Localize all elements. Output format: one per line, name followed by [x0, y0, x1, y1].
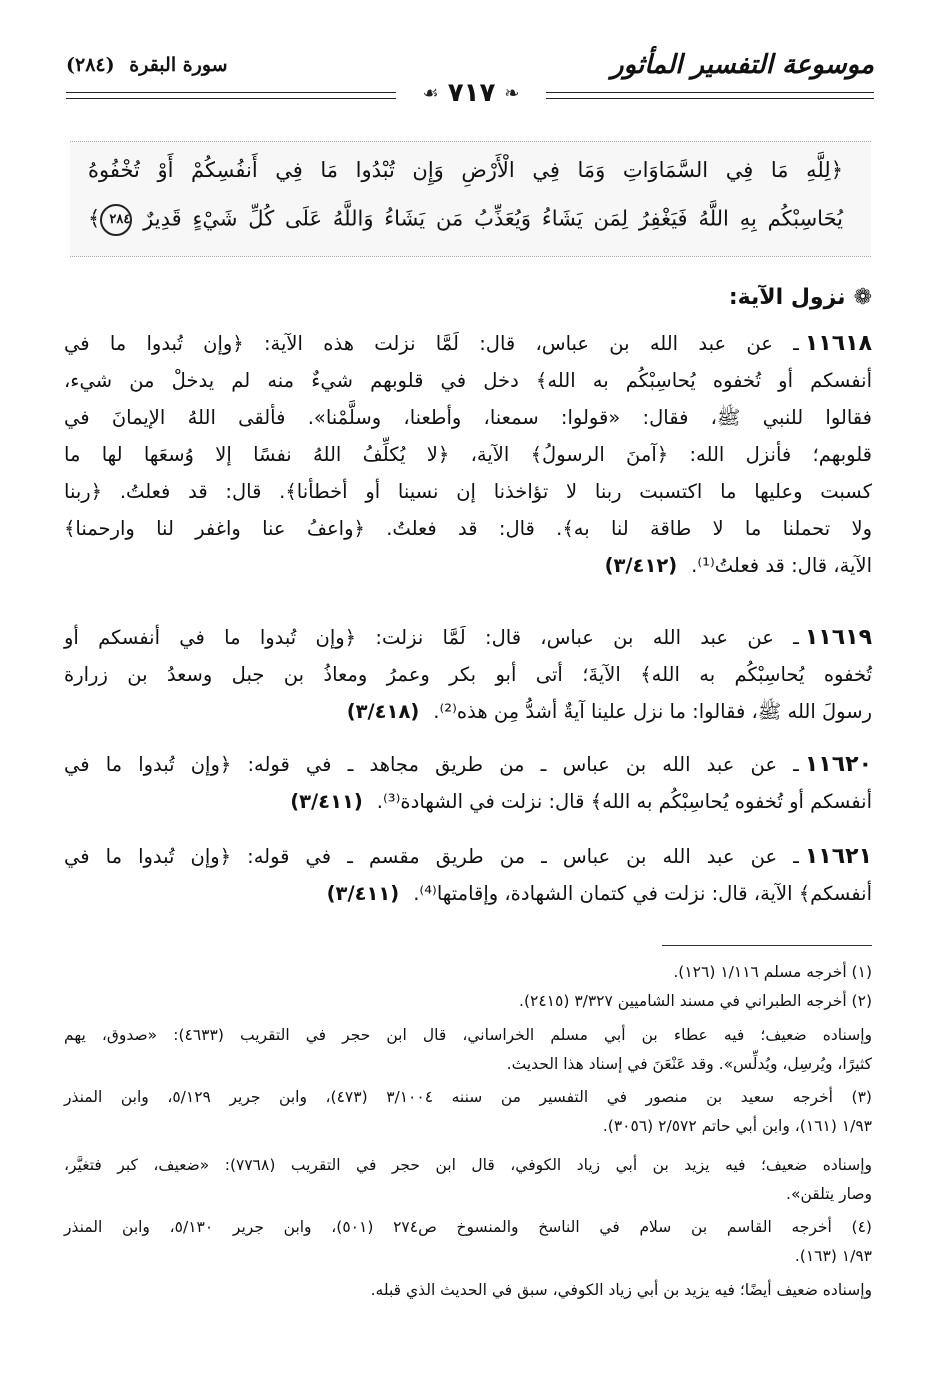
hadith-line: قلوبهم؛ فأنزل الله: ﴿آمنَ الرسولُ﴾ الآية، ﴿لا يُكلِّفُ اللهُ نفسًا إلا وُسعَها لها ما [64, 443, 872, 466]
hadith-reference: (٣/٤١٢) [604, 554, 678, 577]
hadith-line: تُخفوه يُحاسِبْكُم به الله﴾ الآيةَ؛ أتى أبو بكر وعمرُ ومعاذُ بن جبل وسعدُ بن زرارة [64, 663, 872, 686]
page-header [66, 44, 874, 108]
verse-line-2-text: يُحَاسِبْكُم بِهِ اللَّهُ فَيَغْفِرُ لِمَن يَشَاءُ وَيُعَذِّبُ مَن يَشَاءُ وَاللَّهُ عَلَى كُلِّ شَيْءٍ قَدِيرٌ [143, 206, 843, 231]
quran-verse-box [70, 141, 871, 257]
hadith-text: ـ عن عبد الله بن عباس، قال: لَمَّا نزلت هذه الآية: ﴿وإن تُبدوا ما في [64, 332, 799, 355]
footnote: (٤) أخرجه القاسم بن سلام في الناسخ والمنسوخ ص٢٧٤ (٥٠١)، وابن جرير ٥/١٣٠، وابن المنذر [64, 1218, 872, 1236]
verse-line-2 [88, 204, 843, 236]
hadith-line: كسبت وعليها ما اكتسبت ربنا لا تؤاخذنا إن نسينا أو أخطأنا﴾. قال: قد فعلتُ. ﴿ربنا [64, 480, 872, 503]
ornament-icon: ☙ [422, 83, 439, 104]
section-heading-text: نزول الآية: [728, 285, 846, 310]
hadith-text: ـ عن عبد الله بن عباس، قال: لَمَّا نزلت: ﴿وإن تُبدوا ما في أنفسكم أو [64, 626, 799, 649]
hadith-reference: (٣/٤١٨) [346, 700, 420, 723]
hadith-line [64, 548, 872, 584]
page-number: ٧١٧ [447, 78, 496, 108]
footnote: ١/٩٣ (١٦٣). [794, 1247, 872, 1265]
footnote: وإسناده ضعيف؛ فيه يزيد بن أبي زياد الكوفي، قال ابن حجر في التقريب (٧٧٦٨): «ضعيف، كبر فتغيَّر، [64, 1156, 872, 1174]
footnote: (٣) أخرجه سعيد بن منصور في التفسير من سننه ٣/١٠٠٤ (٤٧٣)، وابن جرير ٥/١٢٩، وابن المنذر [64, 1088, 872, 1106]
hadith-number: ١١٦٢١ [804, 844, 872, 869]
verse-line-1: ﴿لِلَّهِ مَا فِي السَّمَاوَاتِ وَمَا فِي الْأَرْضِ وَإِن تُبْدُوا مَا فِي أَنفُسِكُمْ أَوْ تُخْفُوهُ [88, 158, 843, 182]
hadith-line: ولا تحملنا ما لا طاقة لنا به﴾. قال: قد فعلتُ. ﴿واعفُ عنا واغفر لنا وارحمنا﴾ [64, 517, 872, 540]
ayah-number-badge: ٢٨٤ [100, 204, 132, 236]
hadith-line [64, 784, 872, 820]
footnote: وإسناده ضعيف؛ فيه عطاء بن أبي مسلم الخراساني، قال ابن حجر في التقريب (٤٦٣٣): «صدوق، يهم [64, 1026, 872, 1044]
hadith-number: ١١٦١٨ [804, 331, 872, 356]
hadith-line [64, 747, 872, 783]
footnote: (١) أخرجه مسلم ١/١١٦ (١٢٦). [673, 963, 872, 981]
footnote: ١/٩٣ (١٦١)، وابن أبي حاتم ٢/٥٧٢ (٣٠٥٦). [602, 1117, 872, 1135]
hadith-number: ١١٦١٩ [804, 625, 872, 650]
flower-icon: ❁ [853, 285, 872, 310]
hadith-line [64, 839, 872, 875]
hadith-reference: (٣/٤١١) [290, 790, 363, 813]
hadith-line [64, 876, 872, 912]
hadith-line [64, 620, 872, 656]
hadith-number: ١١٦٢٠ [804, 752, 872, 777]
section-heading [729, 285, 872, 310]
header-rule-right [546, 92, 874, 99]
footnote: (٢) أخرجه الطبراني في مسند الشاميين ٣/٣٢٧ (٢٤١٥). [519, 992, 872, 1010]
surah-name: سورة البقرة [129, 54, 228, 76]
hadith-line: فقالوا للنبي ﷺ، فقال: «قولوا: سمعنا، وأطعنا، وسلَّمْنا». فألقى اللهُ الإيمانَ في [64, 406, 872, 429]
ornament-icon: ❧ [504, 83, 520, 104]
verse-close-bracket: ﴾ [88, 206, 101, 231]
footnote: وصار يتلقن». [786, 1185, 872, 1203]
hadith-line [64, 326, 872, 362]
book-title: موسوعة التفسير المأثور [611, 50, 874, 80]
hadith-text: أنفسكم﴾ الآية، قال: نزلت في كتمان الشهادة، وإقامتها⁽⁴⁾. [413, 882, 872, 905]
footnote: كثيرًا، ويُرسِل، ويُدلِّس». وقد عَنْعَنَ في إسناد هذا الحديث. [506, 1055, 872, 1073]
header-rule-left [66, 92, 396, 99]
footnote: وإسناده ضعيف أيضًا؛ فيه يزيد بن أبي زياد الكوفي، سبق في الحديث الذي قبله. [370, 1281, 872, 1299]
hadith-text: ـ عن عبد الله بن عباس ـ من طريق مجاهد ـ في قوله: ﴿وإن تُبدوا ما في [64, 753, 799, 776]
hadith-text: رسولَ الله ﷺ، فقالوا: ما نزل علينا آيةٌ أشدُّ مِن هذه⁽²⁾. [433, 700, 872, 723]
page-number-wrap [396, 78, 546, 108]
surah-label [66, 54, 228, 76]
footnote-separator [662, 945, 872, 946]
hadith-reference: (٣/٤١١) [326, 882, 400, 905]
hadith-text: ـ عن عبد الله بن عباس ـ من طريق مقسم ـ في قوله: ﴿وإن تُبدوا ما في [64, 845, 799, 868]
hadith-text: أنفسكم أو تُخفوه يُحاسِبْكُم به الله﴾ قال: نزلت في الشهادة⁽³⁾. [376, 790, 872, 813]
hadith-line [64, 694, 872, 730]
surah-verse-number: (٢٨٤) [66, 54, 115, 76]
hadith-text: الآية، قال: قد فعلتُ⁽¹⁾. [691, 554, 872, 577]
hadith-line: أنفسكم أو تُخفوه يُحاسِبْكُم به الله﴾ دخل في قلوبهم شيءٌ منه لم يدخلْ من شيء، [64, 369, 872, 392]
